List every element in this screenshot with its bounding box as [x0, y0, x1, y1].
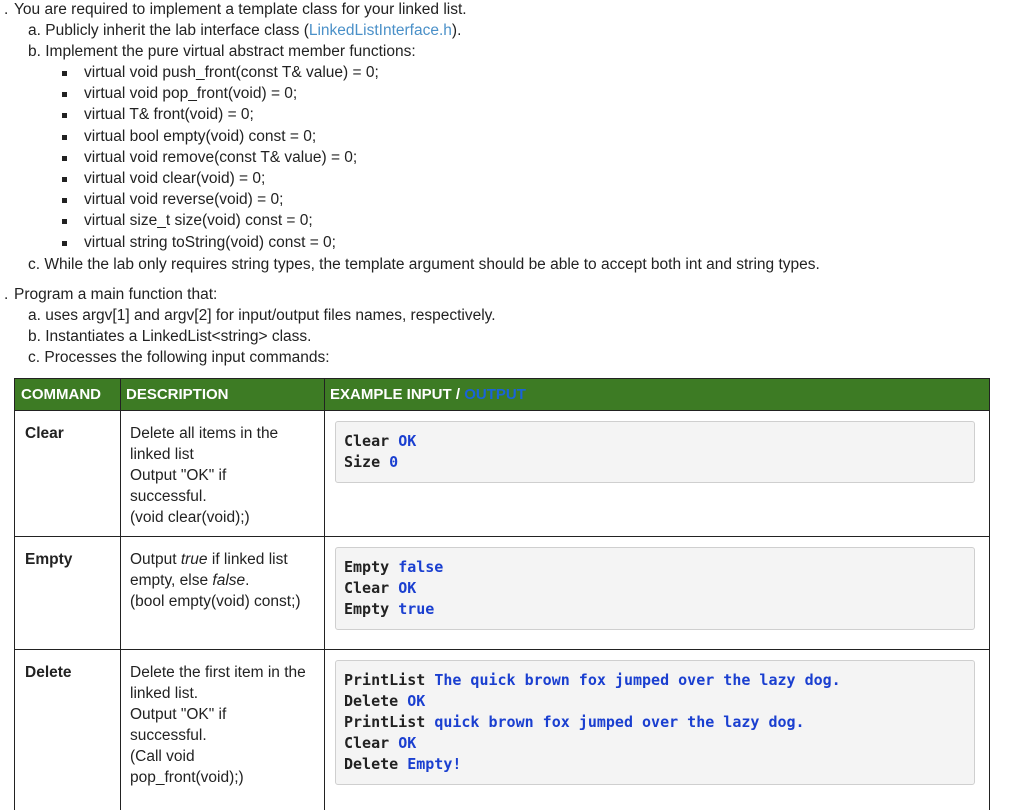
code-line: Empty false: [344, 558, 444, 576]
example-code-box: [335, 547, 975, 630]
bullet-icon: [62, 219, 67, 224]
table-row-empty: [15, 537, 989, 650]
table-row-delete: [15, 650, 989, 810]
function-item: virtual void clear(void) = 0;: [84, 170, 266, 187]
function-item: virtual void reverse(void) = 0;: [84, 191, 284, 208]
section2-intro: Program a main function that:: [14, 286, 218, 303]
function-item: virtual size_t size(void) const = 0;: [84, 212, 313, 229]
section1-item-b: b. Implement the pure virtual abstract member functions:: [28, 43, 416, 60]
section2-item-c: c. Processes the following input commands:: [28, 349, 330, 366]
code-line: Clear OK: [344, 432, 417, 450]
function-item: virtual void remove(const T& value) = 0;: [84, 149, 358, 166]
section1-intro: You are required to implement a template class for your linked list.: [14, 1, 467, 18]
list-marker-dot: .: [4, 1, 9, 18]
code-line: Empty true: [344, 600, 435, 618]
header-description: DESCRIPTION: [126, 386, 229, 403]
header-example: EXAMPLE INPUT / OUTPUT: [330, 386, 526, 403]
code-line: Clear OK: [344, 734, 417, 752]
code-line: Delete Empty!: [344, 755, 462, 773]
code-line: Size 0: [344, 453, 399, 471]
commands-table: [14, 378, 990, 810]
function-item: virtual bool empty(void) const = 0;: [84, 128, 317, 145]
command-description: Output true if linked list empty, else false. (bool empty(void) const;): [130, 551, 301, 610]
header-command: COMMAND: [21, 386, 101, 403]
example-code-box: [335, 421, 975, 483]
bullet-icon: [62, 156, 67, 161]
command-name: Delete: [25, 664, 72, 681]
bullet-icon: [62, 71, 67, 76]
column-separator: [120, 379, 121, 810]
function-item: virtual void pop_front(void) = 0;: [84, 85, 298, 102]
table-header: [15, 379, 989, 411]
command-description: Delete the first item in the linked list. Output "OK" if successful. (Call void pop_front(void);): [130, 664, 306, 786]
code-line: Delete OK: [344, 692, 426, 710]
interface-header-link[interactable]: LinkedListInterface.h: [308, 22, 452, 39]
bullet-icon: [62, 113, 67, 118]
bullet-icon: [62, 177, 67, 182]
command-name: Empty: [25, 551, 73, 568]
function-item: virtual string toString(void) const = 0;: [84, 234, 336, 251]
function-item: virtual T& front(void) = 0;: [84, 106, 254, 123]
bullet-icon: [62, 135, 67, 140]
example-code-box: [335, 660, 975, 785]
section2-item-b: b. Instantiates a LinkedList<string> class.: [28, 328, 312, 345]
bullet-icon: [62, 92, 67, 97]
table-row-clear: [15, 411, 989, 537]
code-line: PrintList The quick brown fox jumped over the lazy dog.: [344, 671, 841, 689]
section1-item-a: a. Publicly inherit the lab interface class (LinkedListInterface.h).: [28, 22, 462, 39]
command-description: Delete all items in the linked list Output "OK" if successful. (void clear(void);): [130, 425, 279, 526]
code-line: Clear OK: [344, 579, 417, 597]
column-separator: [324, 379, 325, 810]
bullet-icon: [62, 241, 67, 246]
list-marker-dot: .: [4, 286, 9, 303]
section2-item-a: a. uses argv[1] and argv[2] for input/output files names, respectively.: [28, 307, 496, 324]
function-item: virtual void push_front(const T& value) = 0;: [84, 64, 379, 81]
command-name: Clear: [25, 425, 64, 442]
section1-item-c: c. While the lab only requires string types, the template argument should be able to accept both int and string types.: [28, 256, 820, 273]
header-output: OUTPUT: [464, 386, 526, 403]
code-line: PrintList quick brown fox jumped over the lazy dog.: [344, 713, 805, 731]
bullet-icon: [62, 198, 67, 203]
